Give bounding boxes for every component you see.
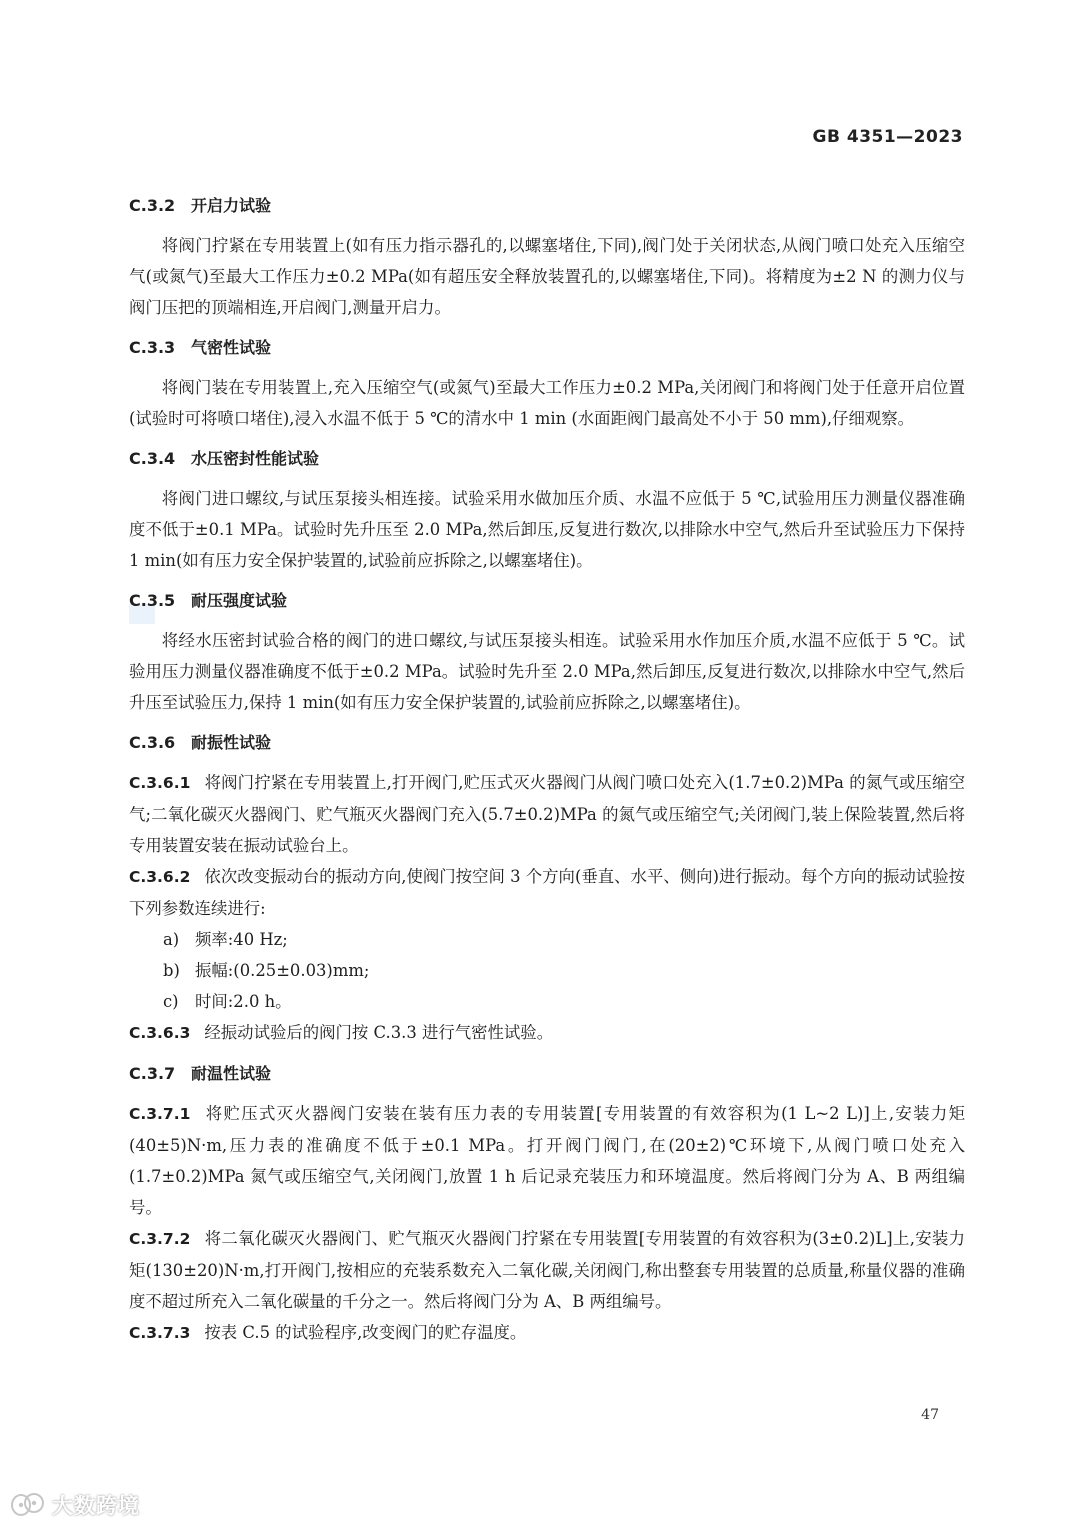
clause: C.3.7.1 将贮压式灭火器阀门安装在装有压力表的专用装置[专用装置的有效容积为(1 L~2 L)]上,安装力矩(40±5)N·m,压力表的准确度不低于±0.1 MPa。打开阀门阀门,在(20±2)℃环境下,从阀门喷口处充入(1.7±0.2)MPa 氮气或压缩空气,关闭阀门,放置 1 h 后记录充装压力和环境温度。然后将阀门分为 A、B 两组编号。 [129, 1104, 965, 1217]
section-heading: C.3.6 耐振性试验 [129, 733, 272, 752]
body-content [129, 190, 965, 1349]
paragraph: 将阀门进口螺纹,与试压泵接头相连接。试验采用水做加压介质、水温不应低于 5 ℃,试验用压力测量仪器准确度不低于±0.1 MPa。试验时先升压至 2.0 MPa,然后卸压,反复进行数次,以排除水中空气,然后升至试验压力下保持 1 min(如有压力安全保护装置的,试验前应拆除之,以螺塞堵住)。 [129, 489, 965, 570]
standard-code: GB 4351—2023 [812, 127, 963, 147]
list-item: a) 频率:40 Hz; [163, 930, 288, 949]
page-number: 47 [921, 1407, 939, 1423]
section-heading: C.3.4 水压密封性能试验 [129, 449, 320, 468]
paragraph: 将阀门拧紧在专用装置上(如有压力指示器孔的,以螺塞堵住,下同),阀门处于关闭状态,从阀门喷口处充入压缩空气(或氮气)至最大工作压力±0.2 MPa(如有超压安全释放装置孔的,以螺塞堵住,下同)。将精度为±2 N 的测力仪与阀门压把的顶端相连,开启阀门,测量开启力。 [129, 236, 965, 317]
section-heading: C.3.3 气密性试验 [129, 338, 272, 357]
watermark-logo-icon [10, 1492, 46, 1518]
watermark [10, 1490, 140, 1520]
section-heading: C.3.5 耐压强度试验 [129, 591, 288, 610]
paragraph: 将经水压密封试验合格的阀门的进口螺纹,与试压泵接头相连。试验采用水作加压介质,水温不应低于 5 ℃。试验用压力测量仪器准确度不低于±0.2 MPa。试验时先升至 2.0 MPa,然后卸压,反复进行数次,以排除水中空气,然后升压至试验压力,保持 1 min(如有压力安全保护装置的,试验前应拆除之,以螺塞堵住)。 [129, 631, 965, 712]
watermark-text: 大数跨境 [52, 1494, 140, 1518]
clause: C.3.6.2 依次改变振动台的振动方向,使阀门按空间 3 个方向(垂直、水平、侧向)进行振动。每个方向的振动试验按下列参数连续进行: [129, 867, 965, 918]
clause: C.3.7.3 按表 C.5 的试验程序,改变阀门的贮存温度。 [129, 1323, 527, 1342]
section-heading: C.3.2 开启力试验 [129, 196, 272, 215]
paragraph: 将阀门装在专用装置上,充入压缩空气(或氮气)至最大工作压力±0.2 MPa,关闭阀门和将阀门处于任意开启位置(试验时可将喷口堵住),浸入水温不低于 5 ℃的清水中 1 min (水面距阀门最高处不小于 50 mm),仔细观察。 [129, 378, 965, 428]
list-item: b) 振幅:(0.25±0.03)mm; [163, 961, 370, 980]
section-heading: C.3.7 耐温性试验 [129, 1064, 272, 1083]
clause: C.3.6.3 经振动试验后的阀门按 C.3.3 进行气密性试验。 [129, 1023, 554, 1042]
clause: C.3.6.1 将阀门拧紧在专用装置上,打开阀门,贮压式灭火器阀门从阀门喷口处充入(1.7±0.2)MPa 的氮气或压缩空气;二氧化碳灭火器阀门、贮气瓶灭火器阀门充入(5.7±0.2)MPa 的氮气或压缩空气;关闭阀门,装上保险装置,然后将专用装置安装在振动试验台上。 [129, 773, 965, 855]
list-item: c) 时间:2.0 h。 [163, 992, 292, 1011]
clause: C.3.7.2 将二氧化碳灭火器阀门、贮气瓶灭火器阀门拧紧在专用装置[专用装置的有效容积为(3±0.2)L]上,安装力矩(130±20)N·m,打开阀门,按相应的充装系数充入二氧化碳,关闭阀门,称出整套专用装置的总质量,称量仪器的准确度不超过所充入二氧化碳量的千分之一。然后将阀门分为 A、B 两组编号。 [129, 1229, 965, 1311]
